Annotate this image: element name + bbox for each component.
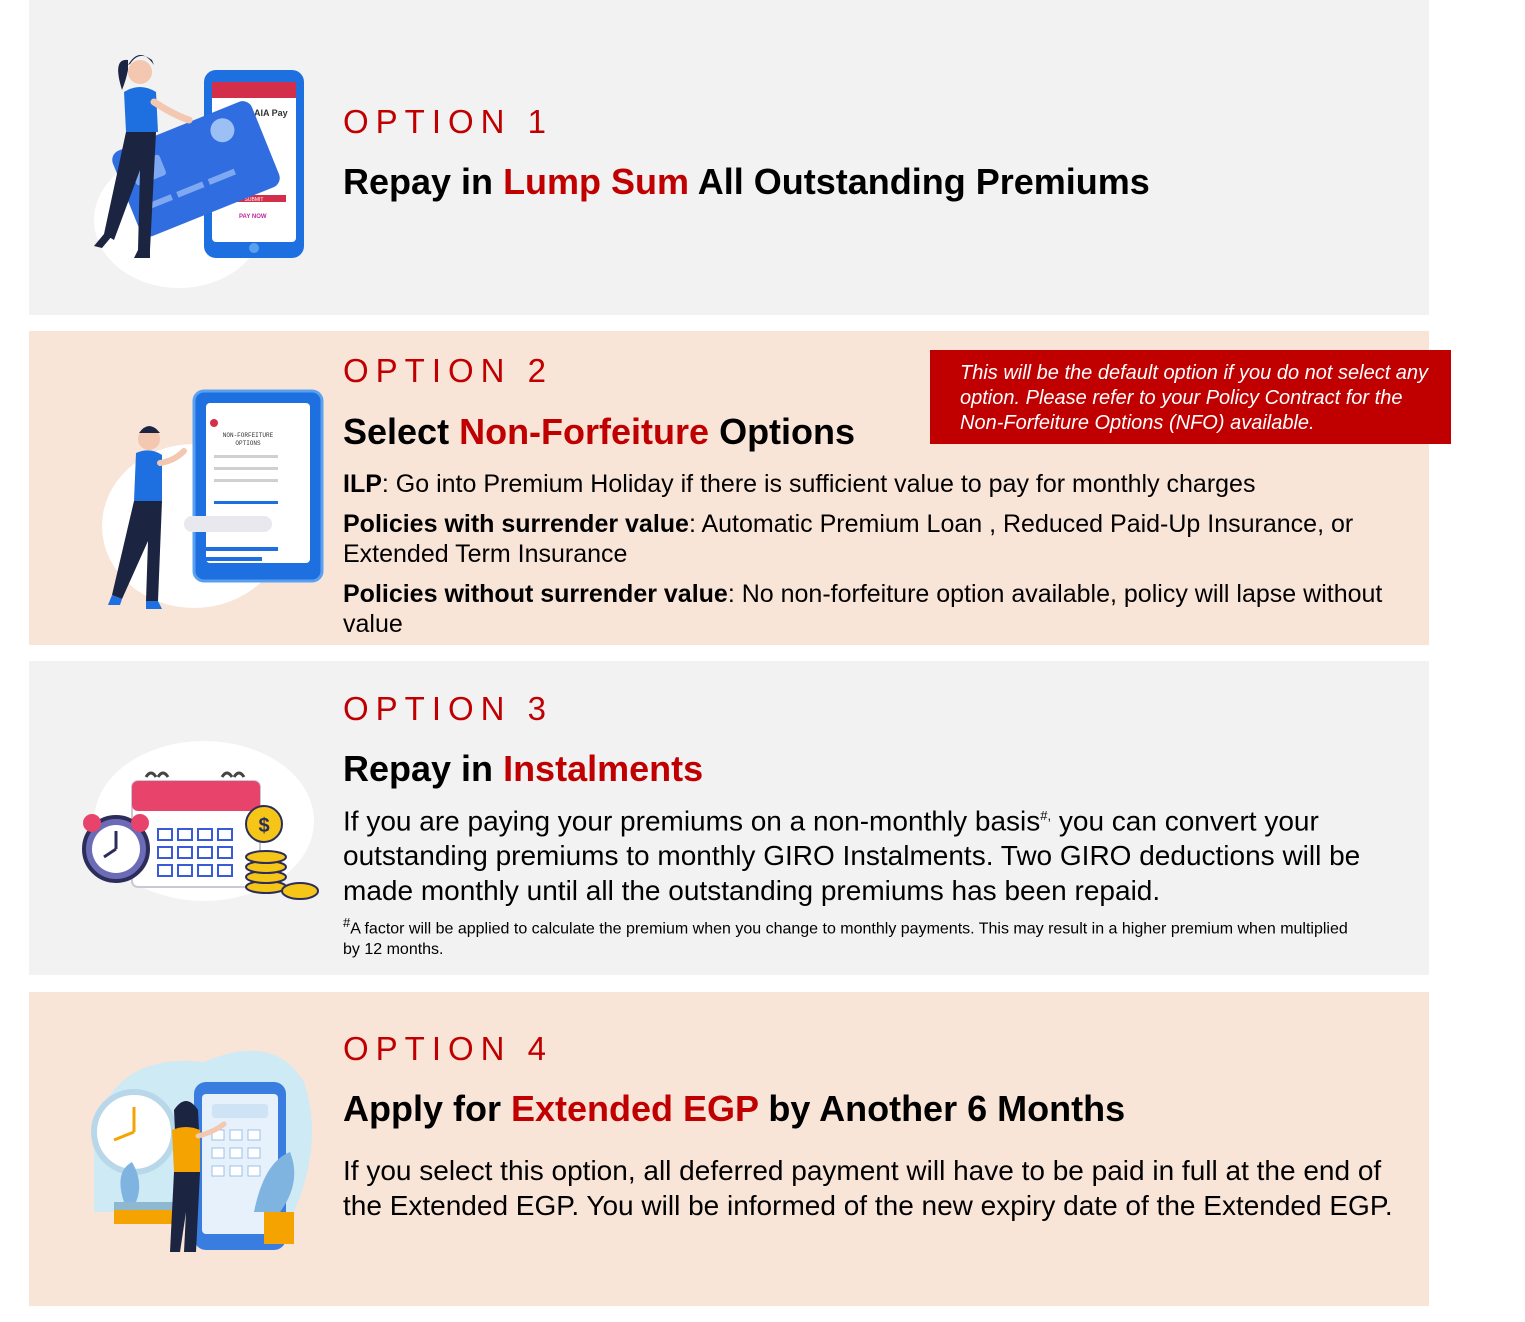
nfo-item: ILP: Go into Premium Holiday if there is sufficient value to pay for monthly charges [343,470,1256,498]
phone-clock-plants-illustration [54,1012,334,1292]
option-3-footnote: #A factor will be applied to calculate the premium when you change to monthly payments. This may result in a higher premium when multiplied by 12 months. [343,915,1348,959]
credit-card-phone-illustration [54,20,334,300]
svg-text:PAY NOW: PAY NOW [239,214,267,220]
svg-text:AIA Pay: AIA Pay [254,108,288,118]
option-2-title: Select Non-Forfeiture Options [343,411,856,452]
svg-text:SUBMIT: SUBMIT [244,197,264,203]
option-4-label: OPTION 4 [343,1030,554,1067]
option-4-title: Apply for Extended EGP by Another 6 Months [343,1088,1126,1129]
non-forfeiture-document-illustration [54,351,334,631]
option-3-title: Repay in Instalments [343,748,704,789]
option-2-details [343,469,1413,649]
option-2-label: OPTION 2 [343,352,554,389]
svg-text:$: $ [258,815,270,837]
calendar-clock-coins-illustration [54,681,334,961]
default-option-note: This will be the default option if you do not select any option. Please refer to your Policy Contract for the Non-Forfeiture Options (NFO) available. [930,350,1451,444]
option-3-panel [29,661,1429,975]
option-4-panel [29,992,1429,1306]
option-3-body: If you are paying your premiums on a non-monthly basis#, you can convert your outstanding premiums to monthly GIRO Instalments. Two GIRO deductions will be made monthly until all the outstanding premiums has been repaid. [343,805,1361,907]
svg-text:$: $ [282,522,294,544]
nfo-item: Policies without surrender value: No non-forfeiture option available, policy will lapse without value [343,580,1383,638]
svg-text:NON-FORFEITURE: NON-FORFEITURE [222,432,274,439]
option-1-label: OPTION 1 [343,103,554,140]
svg-text:OPTIONS: OPTIONS [235,440,261,447]
option-1-title: Repay in Lump Sum All Outstanding Premiums [343,161,1150,202]
option-3-label: OPTION 3 [343,690,554,727]
option-1-panel [29,0,1429,315]
option-4-body: If you select this option, all deferred payment will have to be paid in full at the end of the Extended EGP. You will be informed of the new expiry date of the Extended EGP. [343,1155,1393,1221]
nfo-item: Policies with surrender value: Automatic Premium Loan , Reduced Paid-Up Insurance, or Extended Term Insurance [343,510,1354,568]
